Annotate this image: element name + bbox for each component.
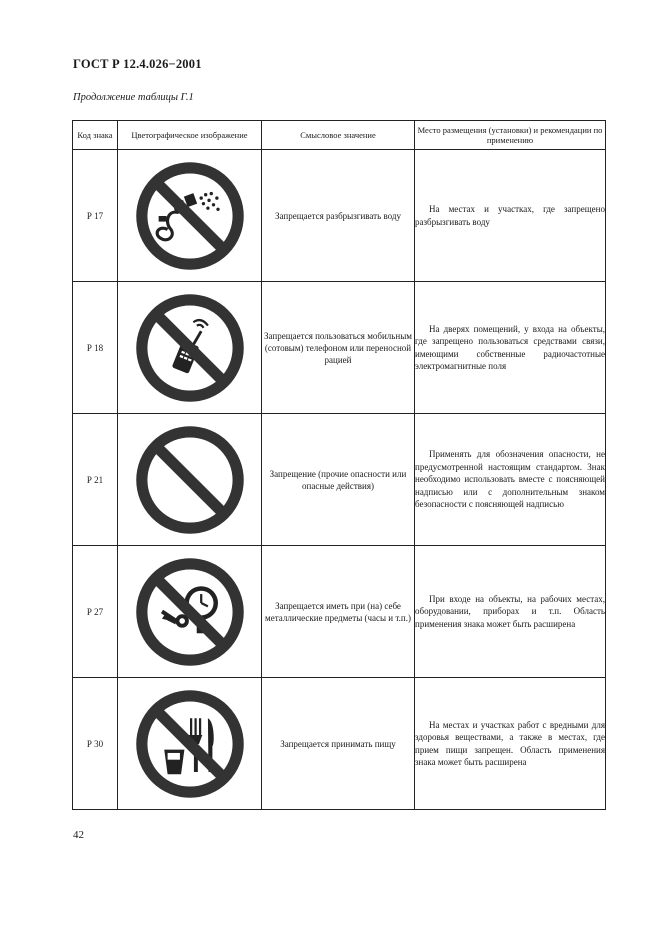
sign-placement: Применять для обозначения опасности, не предусмотренной настоящим стандартом. Знак необходимо использовать вместе с поясняющей надписью или с дополнительным знаком безопасности с поясняющей надписью [415, 414, 606, 546]
sign-code: Р 17 [73, 150, 118, 282]
sign-placement: На местах и участках, где запрещено разбрызгивать воду [415, 150, 606, 282]
table-header-row [73, 121, 606, 150]
sign-image-cell [118, 546, 262, 678]
table-row [73, 678, 606, 810]
table-row [73, 414, 606, 546]
column-header-code: Код знака [73, 121, 118, 150]
no-mobile-phone-icon [134, 292, 246, 404]
sign-image-cell [118, 282, 262, 414]
table-caption: Продолжение таблицы Г.1 [73, 92, 194, 103]
column-header-placement: Место размещения (установки) и рекомендации по применению [415, 121, 606, 150]
document-header: ГОСТ Р 12.4.026−2001 [73, 57, 202, 71]
column-header-meaning: Смысловое значение [262, 121, 415, 150]
sign-image-cell [118, 678, 262, 810]
table-row [73, 546, 606, 678]
sign-meaning: Запрещается разбрызгивать воду [262, 150, 415, 282]
sign-image-cell [118, 414, 262, 546]
table-row [73, 282, 606, 414]
sign-meaning: Запрещается принимать пищу [262, 678, 415, 810]
page-number: 42 [73, 829, 84, 841]
sign-placement: На местах и участках работ с вредными для здоровья веществами, а также в местах, где прием пищи запрещен. Область применения знака может быть расширена [415, 678, 606, 810]
sign-code: Р 27 [73, 546, 118, 678]
sign-meaning: Запрещение (прочие опасности или опасные действия) [262, 414, 415, 546]
sign-code: Р 18 [73, 282, 118, 414]
signs-table [72, 120, 606, 810]
sign-meaning: Запрещается пользоваться мобильным (сотовым) телефоном или переносной рацией [262, 282, 415, 414]
sign-code: Р 21 [73, 414, 118, 546]
no-water-spraying-icon [134, 160, 246, 272]
general-prohibition-icon [134, 424, 246, 536]
no-metal-items-icon [134, 556, 246, 668]
sign-code: Р 30 [73, 678, 118, 810]
column-header-image: Цветографическое изображение [118, 121, 262, 150]
sign-placement: При входе на объекты, на рабочих местах, оборудовании, приборах и т.п. Область применения знака может быть расширена [415, 546, 606, 678]
sign-placement: На дверях помещений, у входа на объекты, где запрещено пользоваться средствами связи, имеющими собственные радиочастотные электромагнитные поля [415, 282, 606, 414]
table-row [73, 150, 606, 282]
sign-image-cell [118, 150, 262, 282]
no-eating-icon [134, 688, 246, 800]
sign-meaning: Запрещается иметь при (на) себе металлические предметы (часы и т.п.) [262, 546, 415, 678]
